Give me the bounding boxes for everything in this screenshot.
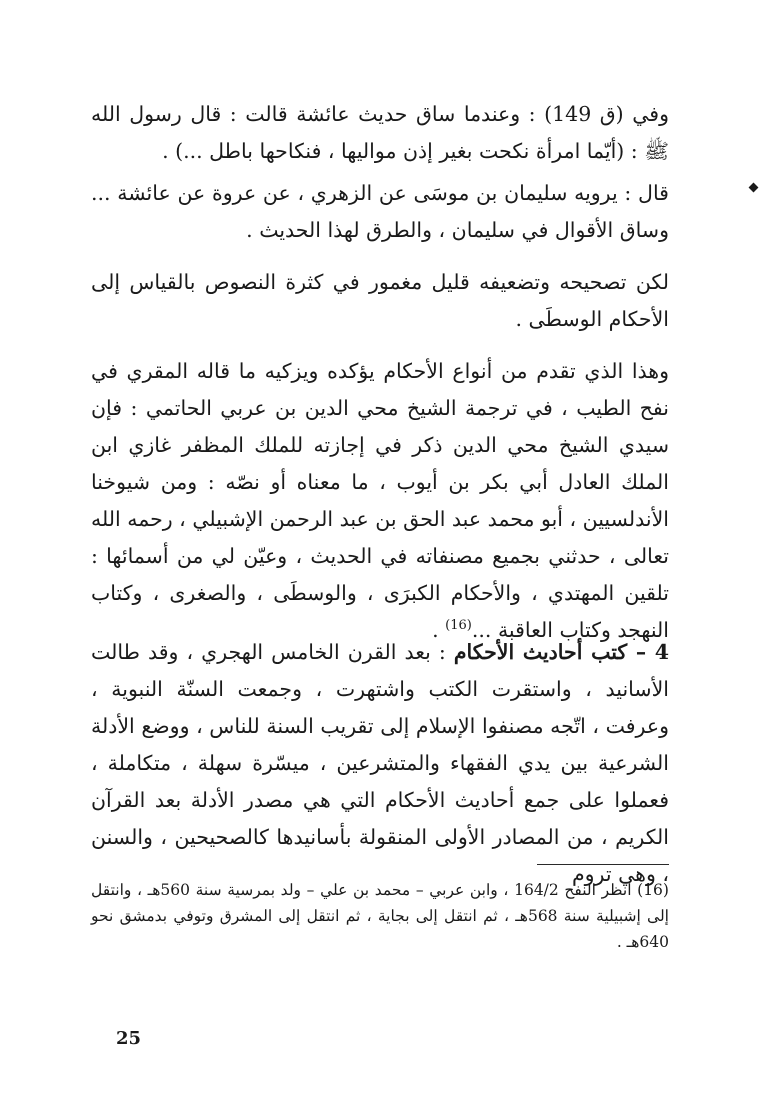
footnote-16: (16) انظر النفح 164/2 ، وابن عربي – محمد بن علي – ولد بمرسية سنة 560هـ ، وانتقل إلى إشبيلية سنة 568هـ ، ثم انتقل إلى بجاية ، ثم انتقل إلى المشرق وتوفي بدمشق نحو 640هـ . [91, 881, 669, 951]
paragraph-narration-chain: قال : يرويه سليمان بن موسَى عن الزهري ، عن عروة عن عائشة ... وساق الأقوال في سليمان ، والطرق لهذا الحديث . [91, 181, 669, 242]
section-body: : بعد القرن الخامس الهجري ، وقد طالت الأسانيد ، واستقرت الكتب واشتهرت ، وجمعت السنّة النبوية ، وعرفت ، اتّجه مصنفوا الإسلام إلى تقريب السنة للناس ، ووضع الأدلة الشرعية بين يدي الفقهاء والمتشرعين ، ميسّرة سهلة ، متكاملة ، فعملوا على جمع أحاديث الأحكام التي هي مصدر الأدلة بعد القرآن الكريم ، من المصادر الأولى المنقولة بأسانيدها كالصحيحين ، والسنن ، وهي تروم [91, 640, 669, 886]
paragraph-maqqari-text: وهذا الذي تقدم من أنواع الأحكام يؤكده ويزكيه ما قاله المقري في نفح الطيب ، في ترجمة الشيخ محي الدين بن عربي الحاتمي : فإن سيدي الشيخ محي الدين ذكر في إجازته للملك المظفر غازي ابن الملك العادل أبي بكر بن أيوب ، ما معناه أو نصّه : ومن شيوخنا الأندلسيين ، أبو محمد عبد الحق بن عبد الرحمن الإشبيلي ، رحمه الله تعالى ، حدثني بجميع مصنفاته في الحديث ، وعيّن لي من أسمائها : تلقين المهتدي ، والأحكام الكبرَى ، والوسطَى ، والصغرى ، وكتاب النهجد وكتاب العاقبة ... [91, 359, 669, 642]
footnote-reference: (16) [445, 618, 472, 634]
paragraph-maqqari-end: . [432, 618, 446, 642]
paragraph-maqqari-quote [91, 353, 669, 649]
footnote-divider [537, 864, 669, 865]
paragraph-hadith-aisha: وفي (ق 149) : وعندما ساق حديث عائشة قالت : قال رسول الله ﷺ : (أيّما امرأة نكحت بغير إذن مواليها ، فنكاحها باطل ...) . [91, 102, 669, 163]
paragraph-section-4 [91, 634, 669, 893]
section-heading: 4 – كتب أحاديث الأحكام [453, 640, 669, 664]
paragraph-ahkam-wusta: لكن تصحيحه وتضعيفه قليل مغمور في كثرة النصوص بالقياس إلى الأحكام الوسطَى . [91, 270, 669, 331]
page-number: 25 [116, 1028, 142, 1049]
margin-mark [749, 183, 759, 193]
